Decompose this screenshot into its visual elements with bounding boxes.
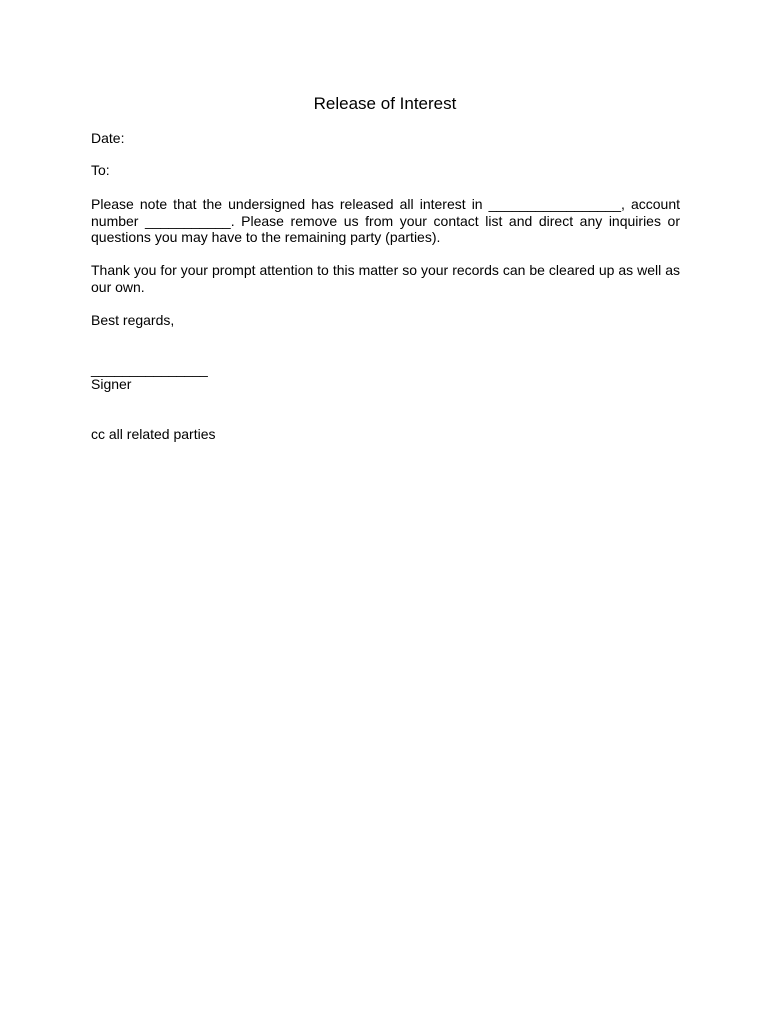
to-label: To: <box>91 162 110 178</box>
signer-label: Signer <box>91 376 132 392</box>
closing-line: Best regards, <box>91 312 175 328</box>
release-paragraph: Please note that the undersigned has released all interest in _________________, account number ___________. Please remove us from your contact list and direct any inquiries or questions you may have to the remaining party (parties). <box>91 196 680 245</box>
document-title: Release of Interest <box>313 94 457 113</box>
cc-line: cc all related parties <box>91 426 216 442</box>
signature-line: _______________ <box>91 361 208 377</box>
thank-you-paragraph: Thank you for your prompt attention to this matter so your records can be cleared up as well as our own. <box>91 262 680 295</box>
date-label: Date: <box>91 130 125 146</box>
